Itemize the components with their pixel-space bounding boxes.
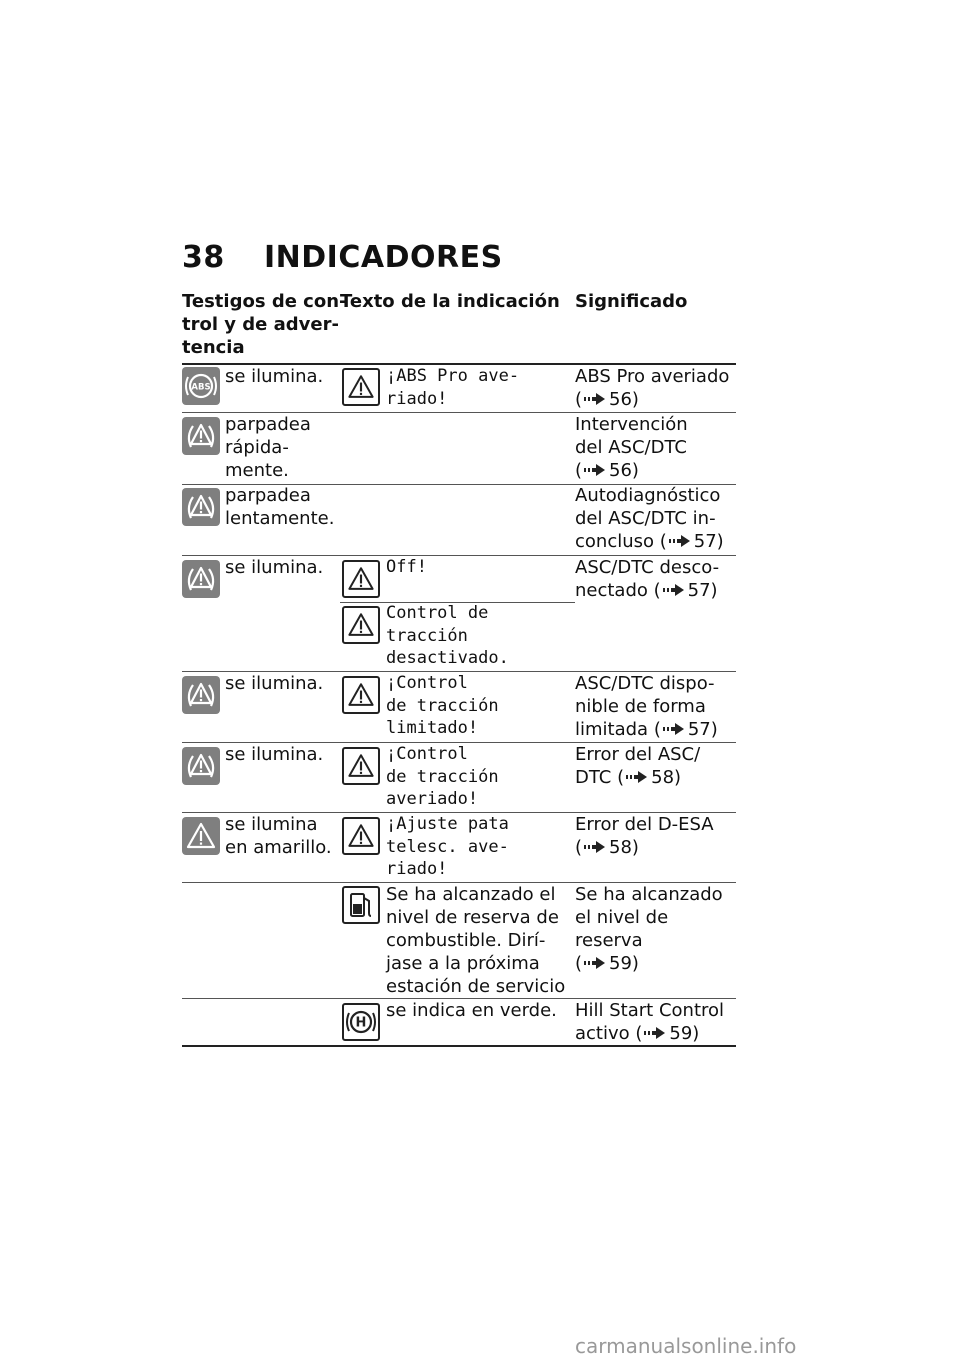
- traction-control-lamp-icon: [182, 676, 220, 714]
- page-reference[interactable]: 56): [609, 460, 639, 481]
- fuel-pump-icon: [342, 886, 380, 924]
- page-reference-arrow-icon: [584, 392, 606, 406]
- traction-control-lamp-icon: [182, 417, 220, 455]
- page-reference[interactable]: 57): [687, 580, 718, 601]
- meaning: ASC/DTC dispo-: [575, 673, 715, 694]
- page-reference[interactable]: 58): [651, 767, 682, 788]
- meaning: ASC/DTC desco-: [575, 557, 720, 578]
- meaning: Hill Start Control: [575, 1000, 725, 1021]
- meaning: Se ha alcanzado: [575, 884, 723, 905]
- page-reference-arrow-icon: [584, 463, 606, 477]
- svg-text:H: H: [355, 1015, 367, 1031]
- display-text: Control de: [386, 603, 489, 623]
- page-reference[interactable]: 57): [693, 531, 724, 552]
- display-text: ¡Ajuste pata: [386, 814, 509, 834]
- page-reference-arrow-icon: [663, 583, 685, 597]
- traction-control-lamp-icon: [182, 560, 220, 598]
- svg-text:ABS: ABS: [191, 382, 211, 393]
- page-header: [182, 240, 503, 275]
- display-text: ¡Control: [386, 744, 468, 764]
- warning-lamp-icon: [182, 817, 220, 855]
- warning-triangle-icon: [342, 676, 380, 714]
- table-bottom-rule: [182, 1045, 736, 1047]
- page-reference[interactable]: 59): [609, 953, 639, 974]
- page-reference[interactable]: 59): [669, 1023, 700, 1044]
- page-reference[interactable]: 56): [609, 389, 639, 410]
- column-header-meaning: Significado: [575, 291, 688, 312]
- lamp-state: parpadea: [225, 485, 311, 506]
- page-reference[interactable]: 58): [609, 837, 639, 858]
- page-reference-arrow-icon: [626, 770, 648, 784]
- meaning: Error del D-ESA: [575, 814, 714, 835]
- warning-triangle-icon: [342, 560, 380, 598]
- display-text: Off!: [386, 557, 427, 577]
- meaning: ABS Pro averiado: [575, 366, 730, 387]
- meaning: Autodiagnóstico: [575, 485, 721, 506]
- warning-triangle-icon: [342, 606, 380, 644]
- page-reference[interactable]: 57): [687, 719, 718, 740]
- abs-warning-lamp-icon: [182, 367, 220, 405]
- lamp-state: se ilumina.: [225, 366, 324, 387]
- lamp-state: se ilumina.: [225, 673, 324, 694]
- warning-triangle-icon: [342, 817, 380, 855]
- page-reference-arrow-icon: [663, 722, 685, 736]
- warning-triangle-icon: [342, 747, 380, 785]
- page-number: 38: [182, 240, 225, 275]
- page-reference-arrow-icon: [644, 1026, 666, 1040]
- column-header-lamps: Testigos de con- trol y de adver- tencia: [182, 291, 347, 358]
- meaning: Intervención: [575, 414, 688, 435]
- lamp-state: se ilumina.: [225, 557, 324, 578]
- page-reference-arrow-icon: [584, 956, 606, 970]
- display-text: se indica en verde.: [386, 1000, 557, 1021]
- lamp-state: se ilumina.: [225, 744, 324, 765]
- display-text: ¡ABS Pro ave-: [386, 366, 520, 386]
- hill-start-h-icon: [342, 1003, 380, 1041]
- meaning: Error del ASC/: [575, 744, 701, 765]
- display-text: ¡Control: [386, 673, 468, 693]
- page-title: INDICADORES: [264, 240, 503, 275]
- display-text: Se ha alcanzado el: [386, 884, 556, 905]
- column-header-display-text: Texto de la indicación: [340, 291, 560, 312]
- traction-control-lamp-icon: [182, 488, 220, 526]
- watermark: carmanualsonline.info: [575, 1334, 797, 1358]
- warning-triangle-icon: [342, 368, 380, 406]
- page-reference-arrow-icon: [584, 840, 606, 854]
- lamp-state: se ilumina: [225, 814, 318, 835]
- page-reference-arrow-icon: [669, 534, 691, 548]
- lamp-state: parpadea: [225, 414, 311, 435]
- traction-control-lamp-icon: [182, 747, 220, 785]
